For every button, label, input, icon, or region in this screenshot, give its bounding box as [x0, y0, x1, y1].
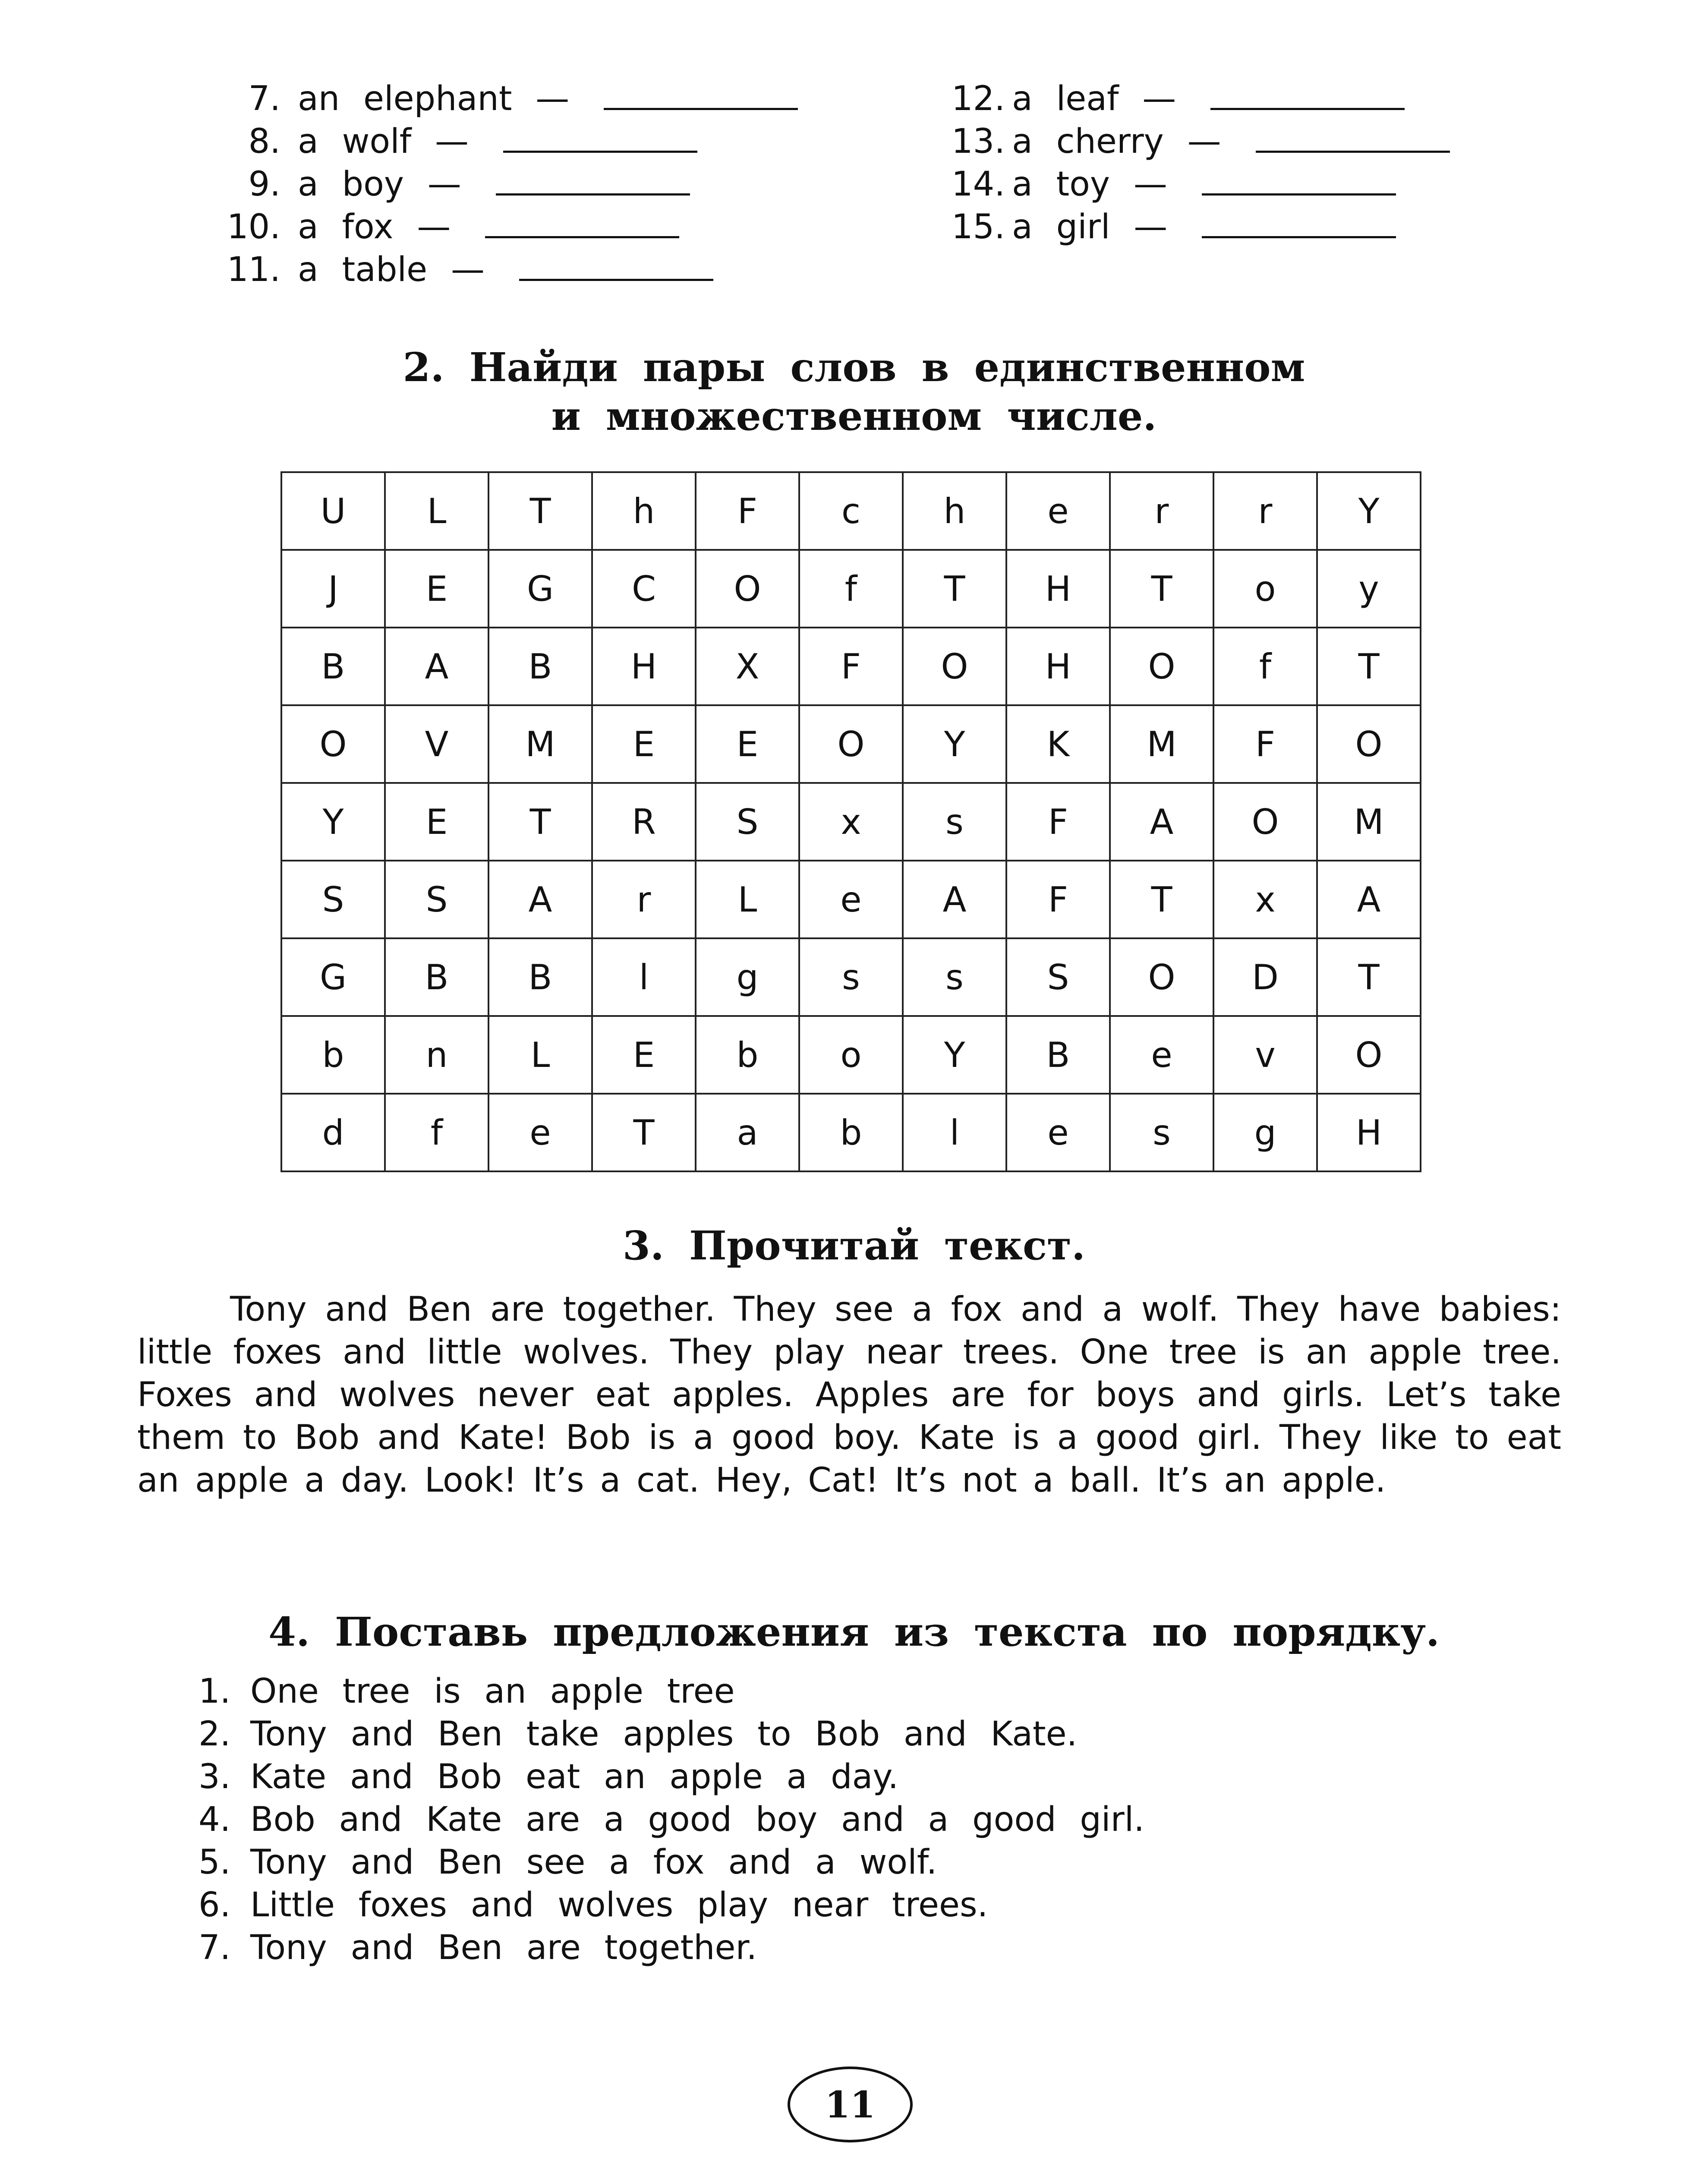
grid-cell[interactable]: Y — [281, 783, 385, 861]
reading-paragraph: Tony and Ben are together. They see a fox and a wolf. They have babies: little foxes and little wolves. They play near trees. One tree is an apple tree. Foxes and wolves never eat apples. Apples are for boys and girls. Let’s take them to Bob and Kate! Bob is a good boy. Kate is a good girl. They like to eat an apple a day. Look! It’s a cat. Hey, Cat! It’s not a ball. It’s an apple. — [137, 1290, 1561, 1500]
grid-cell[interactable]: O — [1213, 783, 1317, 861]
grid-cell[interactable]: A — [1110, 783, 1213, 861]
list-item — [199, 167, 798, 210]
grid-cell[interactable]: a — [696, 1094, 799, 1171]
grid-row — [281, 1094, 1421, 1171]
grid-cell[interactable]: L — [696, 861, 799, 938]
grid-cell[interactable]: l — [592, 938, 696, 1016]
grid-cell[interactable]: A — [385, 628, 488, 705]
grid-cell[interactable]: T — [1110, 550, 1213, 628]
grid-cell[interactable]: S — [1006, 938, 1110, 1016]
item-text: Tony and Ben take apples to Bob and Kate. — [250, 1715, 1078, 1754]
answer-blank[interactable] — [496, 167, 690, 196]
grid-cell[interactable]: E — [592, 705, 696, 783]
exercise2-heading-line2: и множественном числе. — [551, 393, 1157, 439]
item-text: Tony and Ben see a fox and a wolf. — [250, 1843, 937, 1882]
grid-cell[interactable]: B — [1006, 1016, 1110, 1094]
grid-cell[interactable]: S — [385, 861, 488, 938]
grid-cell[interactable]: T — [592, 1094, 696, 1171]
item-text: One tree is an apple tree — [250, 1672, 735, 1711]
exercise1-left-column — [199, 79, 798, 296]
item-text: a wolf — — [298, 122, 469, 161]
grid-cell[interactable]: o — [1213, 550, 1317, 628]
ordered-sentences-list — [199, 1672, 1145, 1974]
item-number: 8. — [248, 122, 280, 161]
grid-cell[interactable]: L — [385, 472, 488, 550]
grid-cell[interactable]: A — [1317, 861, 1421, 938]
grid-cell[interactable]: O — [281, 705, 385, 783]
item-number: 10. — [227, 208, 280, 246]
grid-cell[interactable]: r — [1110, 472, 1213, 550]
list-item — [199, 250, 798, 296]
item-text: a fox — — [298, 208, 451, 246]
grid-row — [281, 861, 1421, 938]
grid-cell[interactable]: H — [1006, 628, 1110, 705]
grid-cell[interactable]: E — [385, 783, 488, 861]
grid-cell[interactable]: F — [1213, 705, 1317, 783]
item-number: 3. — [199, 1757, 231, 1796]
item-number: 15. — [952, 208, 1005, 246]
grid-row — [281, 550, 1421, 628]
item-number: 13. — [952, 122, 1005, 161]
item-text: Bob and Kate are a good boy and a good girl. — [250, 1800, 1145, 1839]
list-item — [199, 1888, 1144, 1931]
grid-cell[interactable]: E — [696, 705, 799, 783]
grid-cell[interactable]: r — [592, 861, 696, 938]
grid-cell[interactable]: B — [488, 628, 592, 705]
grid-cell[interactable]: O — [1317, 705, 1421, 783]
grid-cell[interactable]: T — [1317, 628, 1421, 705]
grid-cell[interactable]: G — [488, 550, 592, 628]
grid-cell[interactable]: f — [385, 1094, 488, 1171]
grid-cell[interactable]: s — [1110, 1094, 1213, 1171]
grid-cell[interactable]: D — [1213, 938, 1317, 1016]
item-text: a leaf — — [1012, 79, 1176, 118]
grid-cell[interactable]: T — [1110, 861, 1213, 938]
item-text: Little foxes and wolves play near trees. — [250, 1886, 988, 1925]
grid-cell[interactable]: O — [799, 705, 903, 783]
answer-blank[interactable] — [1202, 167, 1396, 196]
grid-cell[interactable]: g — [1213, 1094, 1317, 1171]
answer-blank[interactable] — [1202, 210, 1396, 238]
grid-cell[interactable]: B — [281, 628, 385, 705]
grid-cell[interactable]: J — [281, 550, 385, 628]
grid-cell[interactable]: h — [903, 472, 1006, 550]
list-item — [199, 1757, 1144, 1803]
grid-cell[interactable]: M — [1317, 783, 1421, 861]
grid-row — [281, 628, 1421, 705]
item-number: 1. — [199, 1672, 231, 1711]
item-number: 5. — [199, 1843, 231, 1882]
grid-cell[interactable]: Y — [903, 705, 1006, 783]
grid-cell[interactable]: O — [903, 628, 1006, 705]
grid-cell[interactable]: o — [799, 1016, 903, 1094]
grid-row — [281, 1016, 1421, 1094]
grid-cell[interactable]: x — [799, 783, 903, 861]
word-search-grid — [280, 471, 1421, 1172]
grid-cell[interactable]: H — [592, 628, 696, 705]
item-text: a table — — [298, 250, 485, 289]
item-number: 7. — [248, 79, 280, 118]
answer-blank[interactable] — [1210, 82, 1405, 110]
exercise4-heading: 4. Поставь предложения из текста по порядку. — [268, 1609, 1440, 1655]
grid-cell[interactable]: H — [1006, 550, 1110, 628]
grid-cell[interactable]: r — [1213, 472, 1317, 550]
list-item — [952, 210, 1450, 253]
grid-cell[interactable]: X — [696, 628, 799, 705]
grid-cell[interactable]: d — [281, 1094, 385, 1171]
grid-row — [281, 705, 1421, 783]
item-number: 4. — [199, 1800, 231, 1839]
grid-cell[interactable]: b — [696, 1016, 799, 1094]
grid-cell[interactable]: c — [799, 472, 903, 550]
list-item — [199, 1800, 1145, 1846]
exercise2-heading-line1: 2. Найди пары слов в единственном — [403, 344, 1305, 391]
grid-cell[interactable]: H — [1317, 1094, 1421, 1171]
grid-cell[interactable]: B — [488, 938, 592, 1016]
grid-cell[interactable]: M — [1110, 705, 1213, 783]
grid-row — [281, 938, 1421, 1016]
grid-cell[interactable]: F — [799, 628, 903, 705]
grid-cell[interactable]: e — [1006, 472, 1110, 550]
list-item — [199, 79, 798, 125]
item-text: a toy — — [1012, 165, 1167, 204]
grid-cell[interactable]: F — [696, 472, 799, 550]
grid-cell[interactable]: g — [696, 938, 799, 1016]
grid-cell[interactable]: F — [1006, 861, 1110, 938]
item-number: 11. — [227, 250, 280, 289]
grid-cell[interactable]: C — [592, 550, 696, 628]
grid-row — [281, 472, 1421, 550]
grid-cell[interactable]: V — [385, 705, 488, 783]
grid-cell[interactable]: s — [903, 783, 1006, 861]
exercise1-right-column — [952, 79, 1450, 253]
grid-cell[interactable]: O — [1110, 628, 1213, 705]
item-text: Tony and Ben are together. — [250, 1928, 757, 1967]
grid-cell[interactable]: e — [488, 1094, 592, 1171]
reading-text — [137, 1288, 1561, 1502]
grid-cell[interactable]: O — [1317, 1016, 1421, 1094]
grid-cell[interactable]: v — [1213, 1016, 1317, 1094]
item-number: 6. — [199, 1886, 231, 1925]
grid-cell[interactable]: s — [903, 938, 1006, 1016]
grid-cell[interactable]: T — [1317, 938, 1421, 1016]
grid-cell[interactable]: b — [799, 1094, 903, 1171]
list-item — [199, 1672, 1144, 1717]
answer-blank[interactable] — [519, 253, 713, 281]
grid-cell[interactable]: B — [385, 938, 488, 1016]
answer-blank[interactable] — [503, 125, 697, 153]
grid-cell[interactable]: E — [592, 1016, 696, 1094]
grid-cell[interactable]: f — [799, 550, 903, 628]
item-text: a girl — — [1012, 208, 1168, 246]
grid-cell[interactable]: n — [385, 1016, 488, 1094]
grid-cell[interactable]: K — [1006, 705, 1110, 783]
answer-blank[interactable] — [604, 82, 798, 110]
grid-cell[interactable]: f — [1213, 628, 1317, 705]
grid-cell[interactable]: T — [488, 472, 592, 550]
item-number: 9. — [248, 165, 280, 204]
grid-cell[interactable]: Y — [1317, 472, 1421, 550]
item-number: 12. — [952, 79, 1005, 118]
list-item — [952, 122, 1450, 167]
grid-cell[interactable]: l — [903, 1094, 1006, 1171]
grid-cell[interactable]: s — [799, 938, 903, 1016]
list-item — [952, 167, 1450, 210]
list-item — [199, 1928, 1144, 1974]
list-item — [199, 1843, 1144, 1888]
list-item — [199, 1717, 1144, 1760]
grid-cell[interactable]: e — [799, 861, 903, 938]
grid-cell[interactable]: Y — [903, 1016, 1006, 1094]
grid-cell[interactable]: F — [1006, 783, 1110, 861]
grid-cell[interactable]: R — [592, 783, 696, 861]
item-text: an elephant — — [298, 79, 570, 118]
item-number: 14. — [952, 165, 1005, 204]
list-item — [199, 122, 798, 167]
grid-cell[interactable]: T — [903, 550, 1006, 628]
grid-cell[interactable]: e — [1110, 1016, 1213, 1094]
grid-cell[interactable]: U — [281, 472, 385, 550]
item-text: Kate and Bob eat an apple a day. — [250, 1757, 899, 1796]
item-text: a cherry — — [1012, 122, 1221, 161]
exercise3-heading: 3. Прочитай текст. — [622, 1222, 1086, 1269]
answer-blank[interactable] — [485, 210, 679, 238]
grid-cell[interactable]: M — [488, 705, 592, 783]
item-number: 7. — [199, 1928, 231, 1967]
grid-cell[interactable]: S — [696, 783, 799, 861]
page-number: 11 — [788, 2067, 913, 2142]
grid-cell[interactable]: A — [488, 861, 592, 938]
grid-cell[interactable]: e — [1006, 1094, 1110, 1171]
list-item — [199, 210, 798, 253]
item-number: 2. — [199, 1715, 231, 1754]
grid-cell[interactable]: S — [281, 861, 385, 938]
grid-cell[interactable]: A — [903, 861, 1006, 938]
grid-cell[interactable]: O — [1110, 938, 1213, 1016]
list-item — [952, 79, 1450, 125]
grid-cell[interactable]: T — [488, 783, 592, 861]
grid-cell[interactable]: G — [281, 938, 385, 1016]
grid-cell[interactable]: E — [385, 550, 488, 628]
answer-blank[interactable] — [1256, 125, 1450, 153]
grid-cell[interactable]: b — [281, 1016, 385, 1094]
grid-cell[interactable]: L — [488, 1016, 592, 1094]
grid-cell[interactable]: y — [1317, 550, 1421, 628]
grid-row — [281, 783, 1421, 861]
grid-cell[interactable]: O — [696, 550, 799, 628]
grid-cell[interactable]: x — [1213, 861, 1317, 938]
grid-cell[interactable]: h — [592, 472, 696, 550]
item-text: a boy — — [298, 165, 461, 204]
